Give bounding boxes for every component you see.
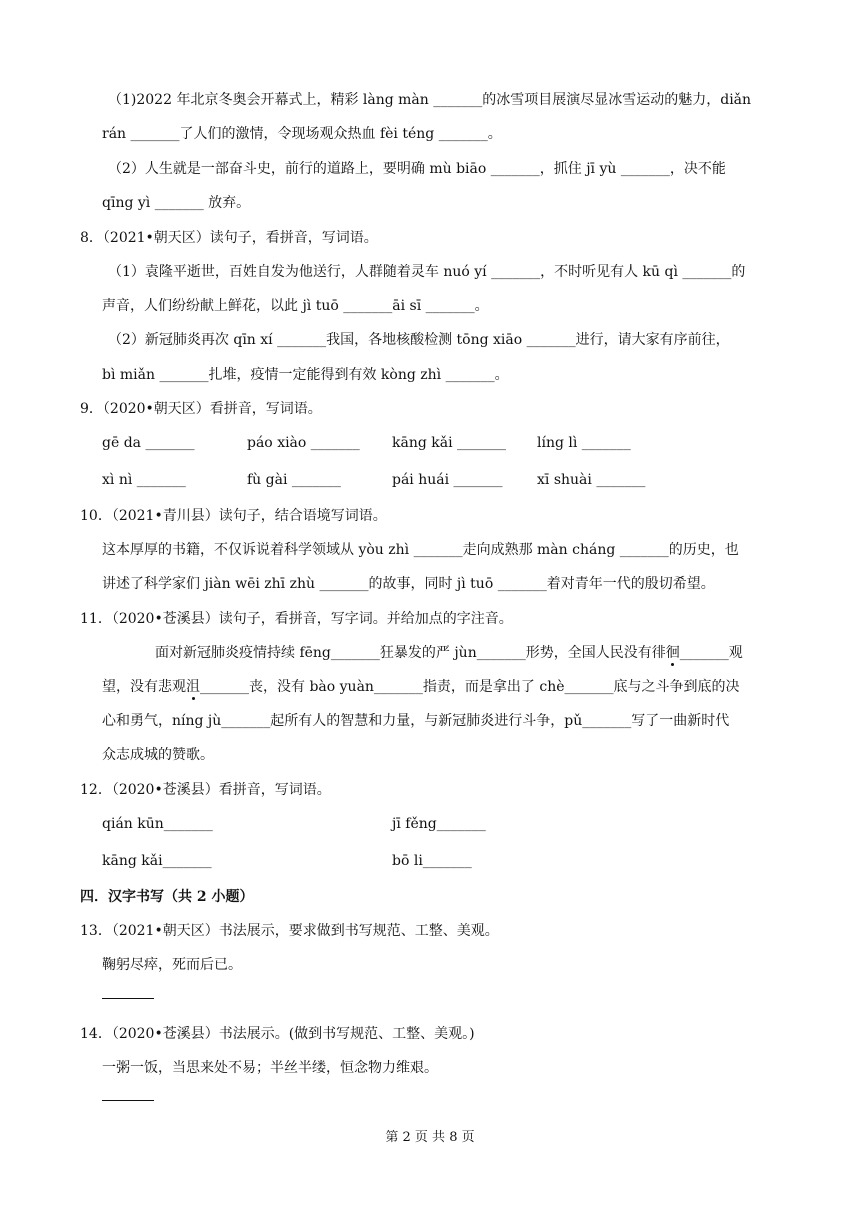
q9-item: xì nì _______ [102,472,186,488]
q9-item: fù gài _______ [247,472,341,488]
q8-sentence2-line1: （2）新冠肺炎再次 qīn xí _______我国，各地核酸检测 tōng xiāo _______进行，请大家有序前往， [108,332,730,348]
q13-answer-line [102,998,154,999]
q8-sentence1-line1: （1）袁隆平逝世，百姓自发为他送行，人群随着灵车 nuó yí _______，不时听见有人 kū qì _______的 [108,264,746,280]
page-footer: 第 2 页 共 8 页 [385,1130,475,1145]
q11-line1 [155,643,845,663]
q8-title: 8．（2021•朝天区）读句子，看拼音，写词语。 [80,230,378,246]
q14-title: 14．（2020•苍溪县）书法展示。(做到书写规范、工整、美观。) [80,1026,475,1042]
q11-line2 [102,677,842,697]
q7-sentence2-line2: qīng yì _______ 放弃。 [102,195,251,211]
q7-sentence2-line1: （2）人生就是一部奋斗史，前行的道路上，要明确 mù biāo _______，抓住 jī yù _______，决不能 [108,161,726,177]
q8-sentence2-line2: bì miǎn _______扎堆，疫情一定能得到有效 kòng zhì _______。 [102,367,509,383]
q11-line1-text-a: 面对新冠肺炎疫情持续 fēng_______狂暴发的严 jùn_______形势，全国人民没有徘 [155,645,666,661]
q11-dotted-char: 徊 [665,645,680,661]
q9-item: líng lì _______ [537,435,631,451]
q9-item: kāng kǎi _______ [392,435,507,451]
q7-sentence1-line2: rán _______了人们的激情，令现场观众热血 fèi téng _______。 [102,126,502,142]
q10-line1: 这本厚厚的书籍，不仅诉说着科学领域从 yòu zhì _______走向成熟那 màn cháng _______的历史，也 [102,542,739,558]
q12-item: bō li_______ [392,853,472,869]
q12-item: qián kūn_______ [102,816,213,832]
q9-item: gē da _______ [102,435,195,451]
q12-item: kāng kǎi_______ [102,853,212,869]
q10-title: 10．（2021•青川县）读句子，结合语境写词语。 [80,508,387,524]
q11-line2-text-a: 望，没有悲观 [102,679,186,695]
q11-line4: 众志成城的赞歌。 [102,747,214,763]
q13-title: 13．（2021•朝天区）书法展示，要求做到书写规范、工整、美观。 [80,923,499,939]
q11-dotted-char: 沮 [186,679,200,695]
q11-line1-text-b: _______观 [679,645,743,661]
q9-item: xī shuài _______ [537,472,646,488]
q7-sentence1-line1: （1)2022 年北京冬奥会开幕式上，精彩 làng màn _______的冰雪项目展演尽显冰雪运动的魅力，diǎn [108,92,752,108]
q11-line3: 心和勇气，níng jù_______起所有人的智慧和力量，与新冠肺炎进行斗争，pǔ_______写了一曲新时代 [102,713,730,729]
q8-sentence1-line2: 声音，人们纷纷献上鲜花，以此 jì tuō _______āi sī _______。 [102,298,489,314]
q11-title: 11．（2020•苍溪县）读句子，看拼音，写字词。并给加点的字注音。 [80,611,513,627]
q9-item: páo xiào _______ [247,435,360,451]
q14-answer-line [102,1100,154,1101]
q12-item: jī fěng_______ [392,816,486,832]
q14-text: 一粥一饭，当思来处不易；半丝半缕，恒念物力维艰。 [102,1060,438,1076]
q11-line2-text-b: _______丧，没有 bào yuàn_______指责，而是拿出了 chè_______底与之斗争到底的决 [200,679,740,695]
q12-title: 12．（2020•苍溪县）看拼音，写词语。 [80,782,331,798]
q9-title: 9．（2020•朝天区）看拼音，写词语。 [80,401,322,417]
q9-item: pái huái _______ [392,472,503,488]
q10-line2: 讲述了科学家们 jiàn wēi zhī zhù _______的故事，同时 jì tuō _______着对青年一代的殷切希望。 [102,576,715,592]
q13-text: 鞠躬尽瘁，死而后已。 [102,957,242,973]
section-heading: 四．汉字书写（共 2 小题） [80,889,254,905]
